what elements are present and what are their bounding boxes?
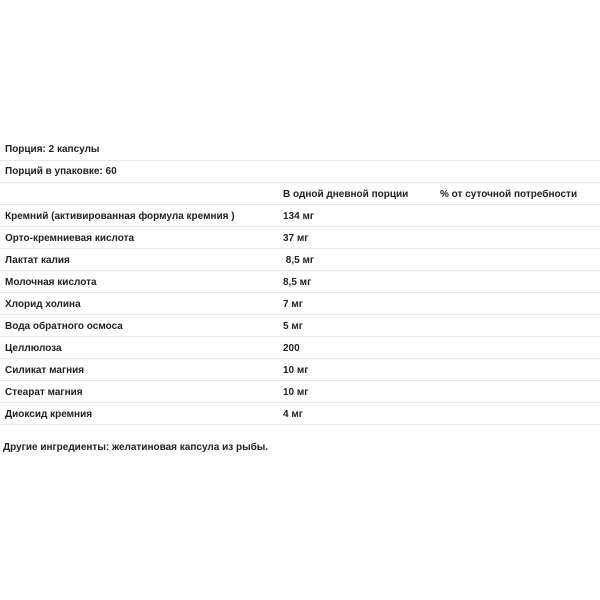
- ingredient-name: Силикат магния: [5, 365, 85, 376]
- table-row: [0, 359, 600, 381]
- ingredient-name: Кремний (активированная формула кремния ): [5, 211, 235, 222]
- ingredient-amount: 200: [283, 343, 300, 354]
- other-ingredients-note: Другие ингредиенты: желатиновая капсула из рыбы.: [3, 442, 269, 453]
- table-row: [0, 271, 600, 293]
- serving-size-text: Порция: 2 капсулы: [5, 144, 100, 155]
- ingredient-amount: 7 мг: [283, 299, 303, 310]
- ingredient-amount: 10 мг: [283, 365, 309, 376]
- ingredient-amount: 8,5 мг: [283, 277, 312, 288]
- ingredient-name: Молочная кислота: [5, 277, 97, 288]
- table-row: [0, 403, 600, 425]
- ingredient-amount: 5 мг: [283, 321, 303, 332]
- table-row: [0, 227, 600, 249]
- ingredient-name: Вода обратного осмоса: [5, 321, 123, 332]
- column-header-row: [0, 183, 600, 205]
- serving-size-row: [0, 139, 600, 161]
- ingredient-amount: 10 мг: [283, 387, 309, 398]
- ingredient-amount: 8,5 мг: [283, 255, 315, 266]
- ingredient-name: Диоксид кремния: [5, 409, 93, 420]
- servings-per-container-text: Порций в упаковке: 60: [5, 166, 117, 177]
- table-row: [0, 293, 600, 315]
- ingredient-name: Целлюлоза: [5, 343, 62, 354]
- table-row: [0, 205, 600, 227]
- amount-column-header: В одной дневной порции: [283, 189, 409, 200]
- ingredient-name: Орто-кремниевая кислота: [5, 233, 135, 244]
- servings-per-container-row: [0, 161, 600, 183]
- table-row: [0, 337, 600, 359]
- table-row: [0, 381, 600, 403]
- ingredient-amount: 37 мг: [283, 233, 309, 244]
- supplement-facts-table: [0, 139, 600, 425]
- table-row: [0, 249, 600, 271]
- ingredient-name: Хлорид холина: [5, 299, 81, 310]
- ingredient-amount: 134 мг: [283, 211, 315, 222]
- table-row: [0, 315, 600, 337]
- daily-value-column-header: % от суточной потребности: [440, 189, 578, 200]
- ingredient-amount: 4 мг: [283, 409, 303, 420]
- ingredient-name: Стеарат магния: [5, 387, 83, 398]
- ingredient-name: Лактат калия: [5, 255, 70, 266]
